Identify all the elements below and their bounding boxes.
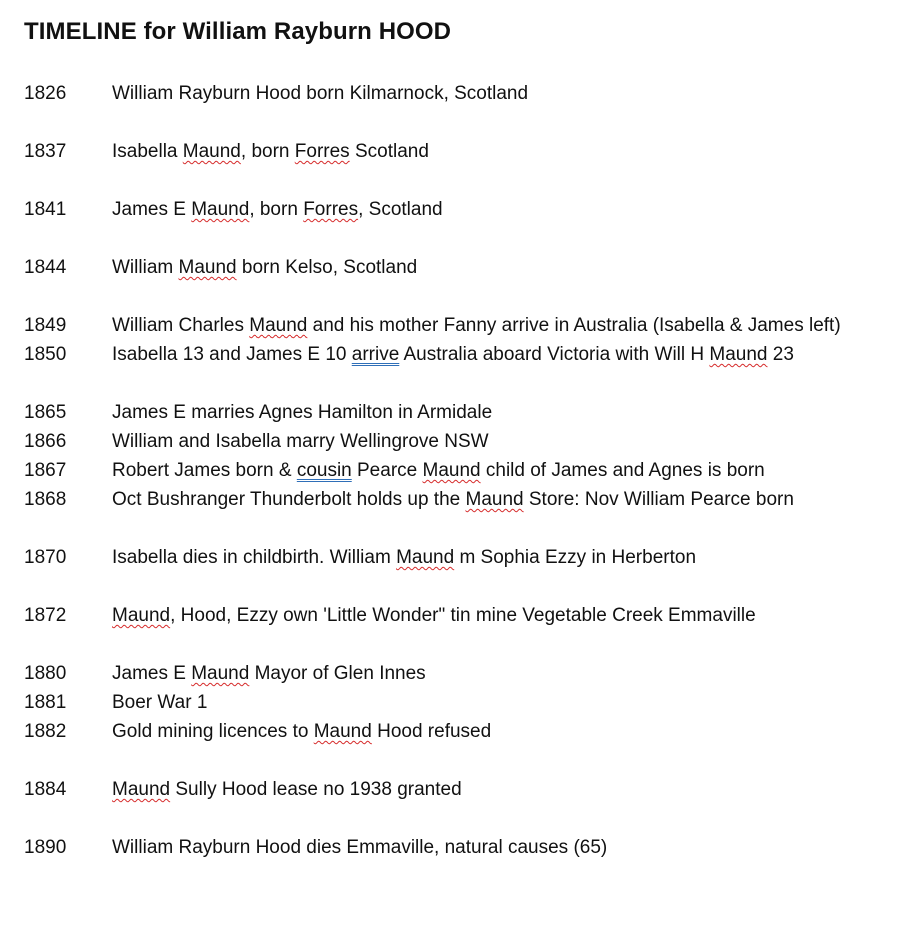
event-text: Australia aboard Victoria with Will H	[399, 344, 710, 365]
timeline-year: 1881	[24, 692, 67, 713]
timeline-entry	[24, 775, 899, 804]
timeline-event	[112, 775, 462, 804]
spelling-flagged-word: Maund	[178, 257, 237, 278]
timeline-event	[112, 717, 491, 746]
timeline-entry	[24, 688, 899, 717]
event-text: Isabella dies in childbirth. William	[112, 547, 397, 568]
event-text: Oct Bushranger Thunderbolt holds up the	[112, 489, 466, 510]
event-text: , Hood, Ezzy own 'Little Wonder" tin mine Vegetable Creek Emmaville	[170, 605, 756, 626]
timeline-year: 1826	[24, 83, 67, 104]
timeline-entry	[24, 340, 899, 369]
timeline-year: 1870	[24, 547, 67, 568]
event-text: , born	[249, 199, 304, 220]
timeline-entry	[24, 195, 899, 224]
timeline-year: 1890	[24, 837, 67, 858]
timeline-event	[112, 659, 426, 688]
timeline-entry	[24, 833, 899, 862]
spelling-flagged-word: Maund	[182, 141, 241, 162]
timeline-entry	[24, 79, 899, 108]
event-text: William Rayburn Hood dies Emmaville, natural causes (65)	[112, 837, 608, 858]
timeline-event	[112, 398, 492, 427]
event-text: Store: Nov William Pearce born	[523, 489, 794, 510]
timeline-event	[112, 253, 417, 282]
timeline-event	[112, 427, 489, 456]
event-text: , Scotland	[358, 199, 443, 220]
event-text: Isabella 13 and James E 10	[112, 344, 352, 365]
timeline-year: 1837	[24, 141, 67, 162]
timeline-event	[112, 137, 429, 166]
spelling-flagged-word: Maund	[112, 779, 171, 800]
event-text: James E	[112, 663, 192, 684]
timeline-entry	[24, 717, 899, 746]
event-text: born Kelso, Scotland	[236, 257, 418, 278]
spelling-flagged-word: Maund	[709, 344, 768, 365]
spelling-flagged-word: Maund	[191, 663, 250, 684]
timeline-year: 1868	[24, 489, 67, 510]
event-text: 23	[767, 344, 794, 365]
event-text: Isabella	[112, 141, 183, 162]
timeline-event	[112, 340, 794, 369]
spelling-flagged-word: Maund	[465, 489, 524, 510]
spelling-flagged-word: Maund	[313, 721, 372, 742]
event-text: Scotland	[349, 141, 429, 162]
event-text: child of James and Agnes is born	[480, 460, 765, 481]
event-text: , born	[240, 141, 295, 162]
timeline-year: 1866	[24, 431, 67, 452]
spelling-flagged-word: Maund	[396, 547, 455, 568]
event-text: Sully Hood lease no 1938 granted	[170, 779, 462, 800]
event-text: William	[112, 257, 179, 278]
event-text: Pearce	[351, 460, 423, 481]
timeline-year: 1867	[24, 460, 67, 481]
timeline-year: 1849	[24, 315, 67, 336]
timeline-year: 1844	[24, 257, 67, 278]
spelling-flagged-word: Forres	[294, 141, 350, 162]
event-text: William and Isabella marry Wellingrove NSW	[112, 431, 489, 452]
spelling-flagged-word: Maund	[191, 199, 250, 220]
timeline-event	[112, 485, 794, 514]
event-text: James E marries Agnes Hamilton in Armidale	[112, 402, 493, 423]
timeline-entry	[24, 253, 899, 282]
timeline-entry	[24, 311, 899, 340]
timeline-year: 1882	[24, 721, 67, 742]
timeline-event	[112, 833, 607, 862]
timeline-year: 1880	[24, 663, 67, 684]
timeline-entry	[24, 659, 899, 688]
timeline-entry	[24, 543, 899, 572]
timeline-event	[112, 79, 528, 108]
timeline-entry	[24, 427, 899, 456]
document-title: TIMELINE for William Rayburn HOOD	[24, 18, 452, 45]
event-text: Hood refused	[371, 721, 492, 742]
event-text: James E	[112, 199, 192, 220]
timeline-entry	[24, 485, 899, 514]
spelling-flagged-word: Maund	[422, 460, 481, 481]
timeline-event	[112, 688, 207, 717]
timeline-year: 1865	[24, 402, 67, 423]
grammar-flagged-word: cousin	[296, 460, 352, 481]
event-text: m Sophia Ezzy in Herberton	[454, 547, 697, 568]
event-text: Gold mining licences to	[112, 721, 314, 742]
event-text: Mayor of Glen Innes	[249, 663, 426, 684]
timeline-event	[112, 601, 756, 630]
timeline-event	[112, 456, 765, 485]
timeline-event	[112, 195, 443, 224]
spelling-flagged-word: Maund	[112, 605, 171, 626]
event-text: William Rayburn Hood born Kilmarnock, Scotland	[112, 83, 529, 104]
timeline-year: 1850	[24, 344, 67, 365]
spelling-flagged-word: Maund	[249, 315, 308, 336]
timeline-event	[112, 543, 696, 572]
timeline-entry	[24, 601, 899, 630]
timeline-year: 1841	[24, 199, 67, 220]
event-text: Robert James born &	[112, 460, 297, 481]
timeline-year: 1884	[24, 779, 67, 800]
timeline-entry	[24, 137, 899, 166]
timeline-entry	[24, 456, 899, 485]
grammar-flagged-word: arrive	[351, 344, 400, 365]
event-text: Boer War 1	[112, 692, 208, 713]
spelling-flagged-word: Forres	[303, 199, 359, 220]
timeline-entry	[24, 398, 899, 427]
event-text: and his mother Fanny arrive in Australia (Isabella & James left)	[307, 315, 841, 336]
event-text: William Charles	[112, 315, 250, 336]
timeline-event	[112, 311, 841, 340]
timeline-year: 1872	[24, 605, 67, 626]
